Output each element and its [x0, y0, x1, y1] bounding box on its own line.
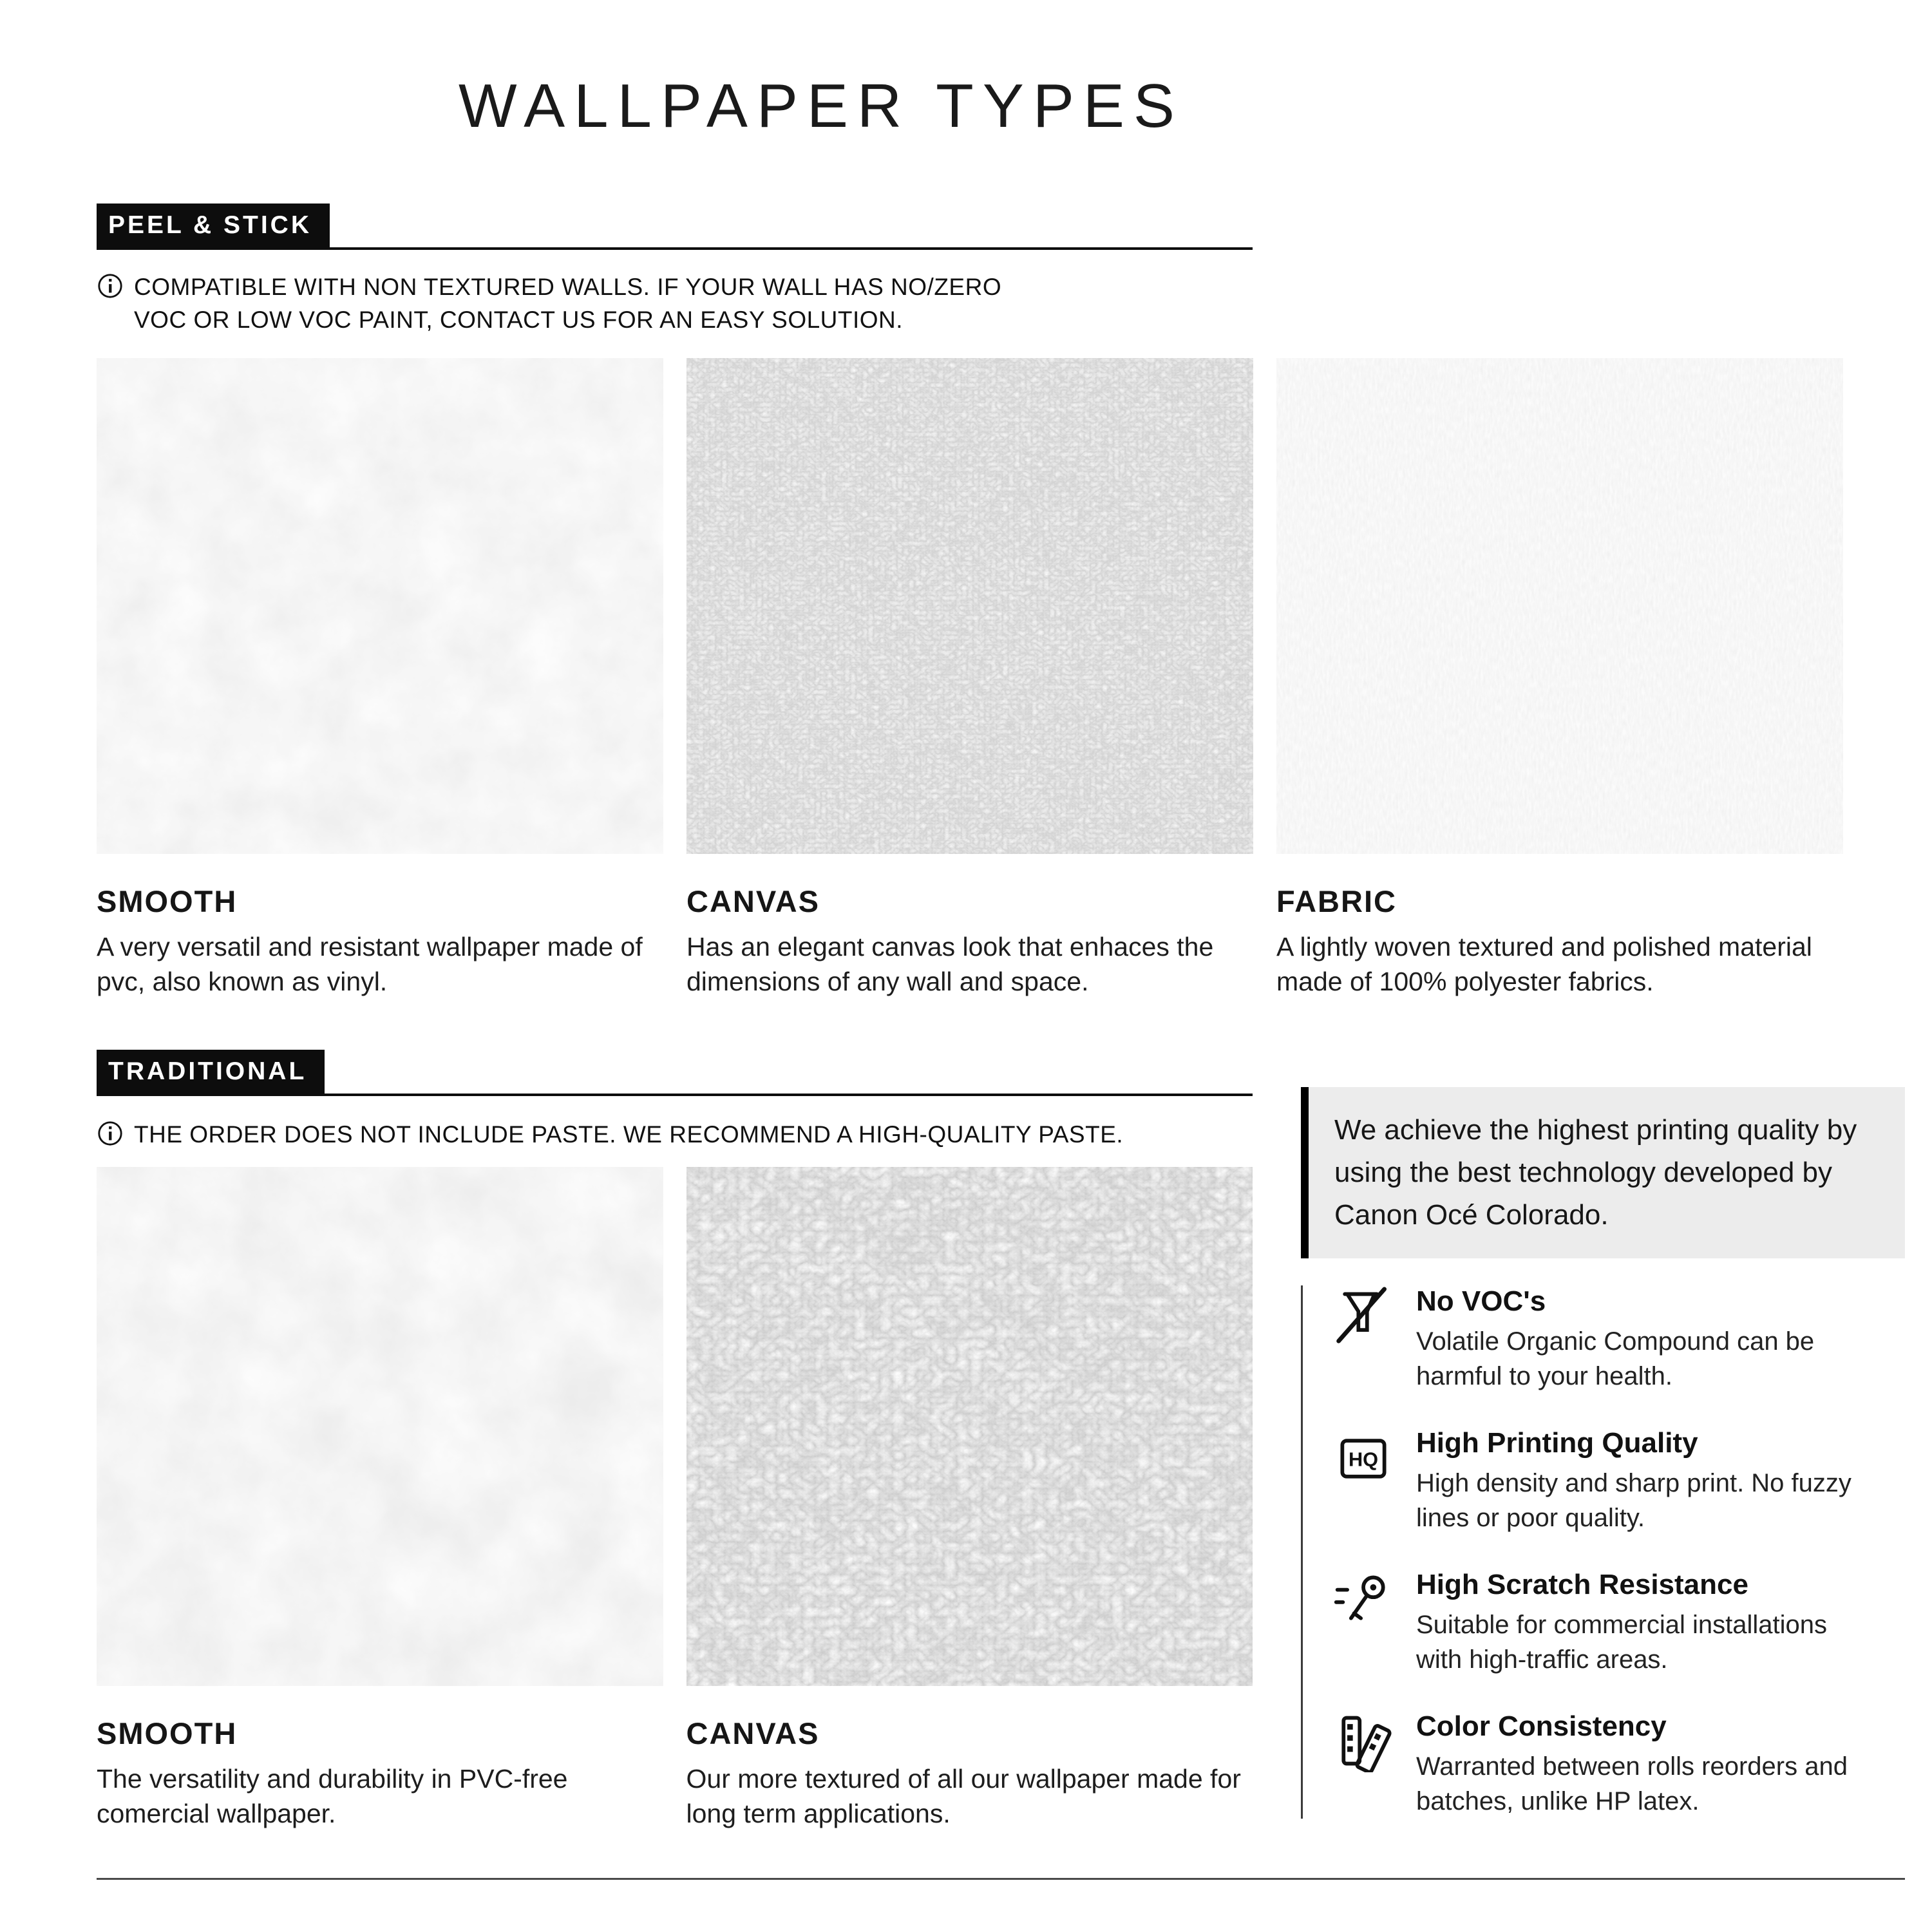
fabric-texture-image — [1276, 358, 1843, 854]
section-header-peel-stick — [97, 204, 1253, 250]
peel-stick-note — [97, 270, 1001, 336]
info-icon — [97, 270, 124, 299]
smooth-texture-image — [97, 358, 663, 854]
features-list — [1301, 1285, 1905, 1819]
note-line-1: COMPATIBLE WITH NON TEXTURED WALLS. IF YOUR WALL HAS NO/ZERO — [134, 274, 1002, 300]
hq-icon — [1332, 1427, 1394, 1489]
traditional-badge: TRADITIONAL — [97, 1050, 325, 1094]
feature-description: Suitable for commercial installations with high-traffic areas. — [1416, 1611, 1828, 1674]
printing-quality-note-box — [1301, 1087, 1905, 1258]
info-icon — [97, 1118, 124, 1147]
no-voc-icon — [1332, 1285, 1394, 1347]
feature-description: High density and sharp print. No fuzzy lines or poor quality. — [1416, 1469, 1852, 1532]
swatch-description: A very versatil and resistant wallpaper made of pvc, also known as vinyl. — [97, 932, 643, 997]
feature-description: Volatile Organic Compound can be harmful to your health. — [1416, 1327, 1815, 1390]
note-line-1: THE ORDER DOES NOT INCLUDE PASTE. WE RECOMMEND A HIGH-QUALITY PASTE. — [134, 1121, 1124, 1148]
swatch-description: A lightly woven textured and polished material made of 100% polyester fabrics. — [1276, 932, 1812, 997]
swatch-description: Has an elegant canvas look that enhaces the dimensions of any wall and space. — [687, 932, 1214, 997]
swatch-peel-canvas — [687, 358, 1253, 999]
traditional-swatch-grid — [97, 1167, 1253, 1831]
color-swatchbook-icon — [1332, 1710, 1394, 1772]
feature-high-scratch-resistance — [1332, 1569, 1905, 1677]
note-text — [134, 1118, 1123, 1151]
section-header-traditional — [97, 1050, 1253, 1096]
note-text — [134, 270, 1001, 336]
scratch-resistance-icon — [1332, 1569, 1394, 1631]
feature-title: High Scratch Resistance — [1416, 1569, 1748, 1600]
swatch-traditional-canvas — [687, 1167, 1253, 1831]
feature-high-printing-quality — [1332, 1427, 1905, 1535]
peel-stick-badge: PEEL & STICK — [97, 204, 330, 247]
printing-quality-note: We achieve the highest printing quality by using the best technology developed by Canon Océ Colorado. — [1334, 1114, 1857, 1231]
swatch-name: SMOOTH — [97, 884, 238, 918]
canvas-texture-image — [687, 1167, 1253, 1686]
smooth-texture-image — [97, 1167, 663, 1686]
feature-title: Color Consistency — [1416, 1710, 1667, 1742]
svg-text:HQ: HQ — [1348, 1448, 1379, 1471]
swatch-description: The versatility and durability in PVC-free comercial wallpaper. — [97, 1764, 568, 1829]
feature-color-consistency — [1332, 1710, 1905, 1819]
swatch-name: SMOOTH — [97, 1716, 238, 1750]
note-line-2: VOC OR LOW VOC PAINT, CONTACT US FOR AN EASY SOLUTION. — [134, 307, 904, 334]
feature-title: High Printing Quality — [1416, 1427, 1698, 1459]
swatch-traditional-smooth — [97, 1167, 663, 1831]
canvas-texture-image — [687, 358, 1253, 854]
swatch-peel-fabric — [1276, 358, 1843, 999]
page-title: WALLPAPER TYPES — [459, 71, 1184, 140]
feature-description: Warranted between rolls reorders and batches, unlike HP latex. — [1416, 1752, 1848, 1815]
feature-no-voc — [1332, 1285, 1905, 1394]
bottom-divider — [97, 1878, 1905, 1880]
peel-stick-swatch-grid — [97, 358, 1843, 999]
swatch-description: Our more textured of all our wallpaper made for long term applications. — [686, 1764, 1241, 1829]
swatch-name: CANVAS — [687, 884, 820, 918]
swatch-name: CANVAS — [686, 1716, 820, 1750]
feature-title: No VOC's — [1416, 1285, 1546, 1317]
swatch-peel-smooth — [97, 358, 663, 999]
swatch-name: FABRIC — [1276, 884, 1397, 918]
traditional-note — [97, 1118, 1123, 1151]
